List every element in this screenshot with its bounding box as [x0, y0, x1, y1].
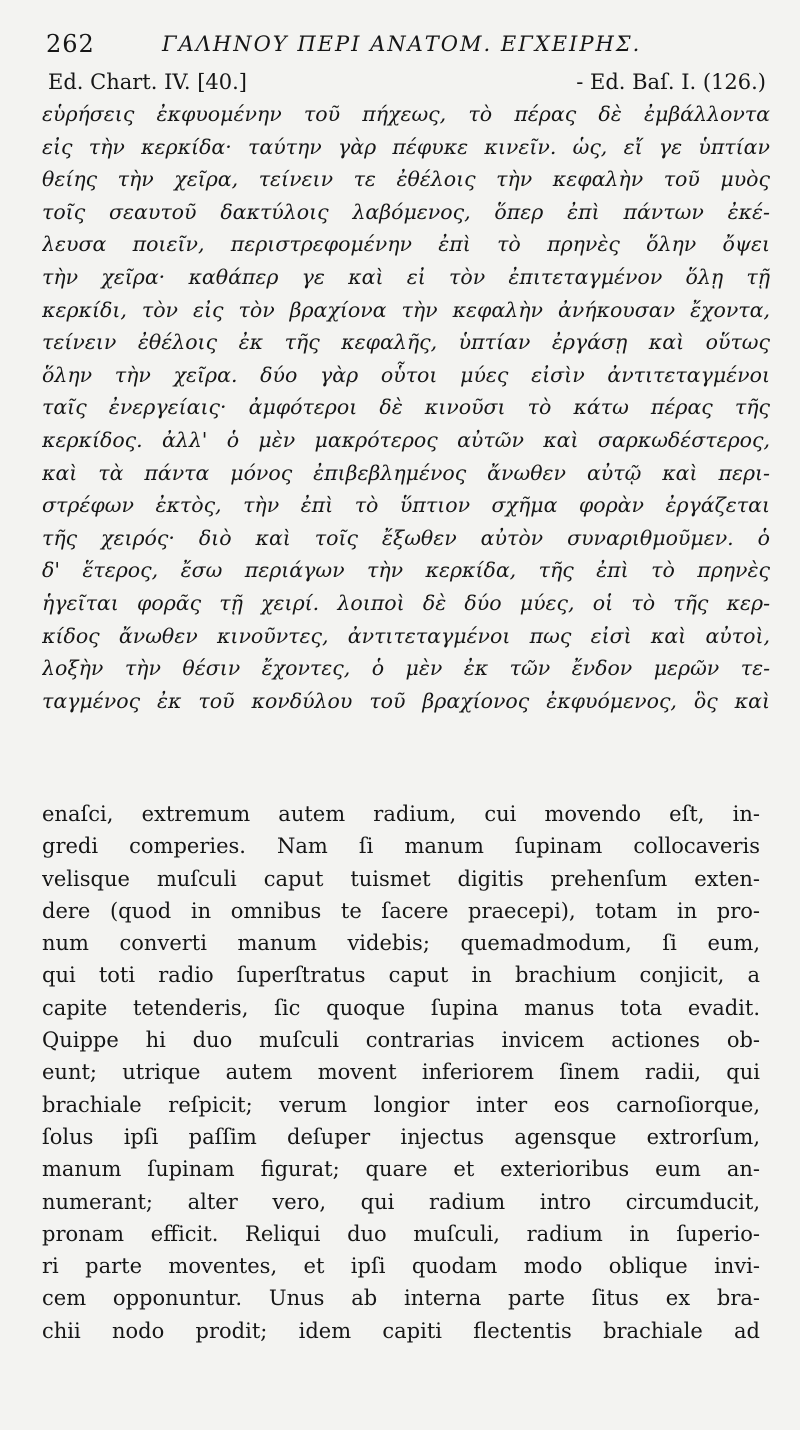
greek-text-line: κερκίδι, τὸν εἰς τὸν βραχίονα τὴν κεφαλὴν ἀνήκουσαν ἔχοντα, — [42, 297, 770, 322]
greek-text-line: τοῖς σεαυτοῦ δακτύλοις λαβόμενος, ὅπερ ἐπὶ πάντων ἐκέ- — [42, 199, 770, 224]
latin-text-line: num converti manum videbis; quemadmodum, ſi eum, — [42, 931, 760, 956]
greek-text-line: ταγμένος ἐκ τοῦ κονδύλου τοῦ βραχίονος ἐκφυόμενος, ὃς καὶ — [42, 688, 770, 713]
page-number: 262 — [46, 30, 95, 58]
greek-text-line: καὶ τὰ πάντα μόνος ἐπιβεβλημένος ἄνωθεν αὐτῷ καὶ περι- — [42, 460, 770, 485]
latin-text-line: enaſci, extremum autem radium, cui movendo eſt, in- — [42, 802, 760, 826]
latin-text-line: ri parte moventes, et ipſi quodam modo oblique invi- — [42, 1254, 760, 1279]
greek-text-line: κερκίδος. ἀλλ' ὁ μὲν μακρότερος αὐτῶν καὶ σαρκωδέστερος, — [42, 427, 770, 452]
greek-text-line: λοξὴν τὴν θέσιν ἔχοντες, ὁ μὲν ἐκ τῶν ἔνδον μερῶν τε- — [42, 656, 770, 681]
greek-text-line: ταῖς ἐνεργείαις· ἀμφότεροι δὲ κινοῦσι τὸ κάτω πέρας τῆς — [42, 395, 770, 420]
latin-text-block — [42, 798, 760, 1347]
greek-text-line: ὅλην τὴν χεῖρα. δύο γὰρ οὗτοι μύες εἰσὶν ἀντιτεταγμένοι — [42, 362, 770, 387]
latin-text-line: capite tetenderis, ſic quoque ſupina manus tota evadit. — [42, 995, 760, 1020]
latin-text-line: gredi comperies. Nam ſi manum ſupinam collocaveris — [42, 834, 760, 859]
page-header — [46, 28, 766, 62]
edition-reference-right: - Ed. Baſ. I. (126.) — [576, 70, 766, 94]
greek-text-line: εὑρήσεις ἐκφυομένην τοῦ πήχεως, τὸ πέρας δὲ ἐμβάλλοντα — [42, 102, 770, 126]
latin-text-line: Quippe hi duo muſculi contrarias invicem actiones ob- — [42, 1028, 760, 1053]
running-title: ΓΑΛΗΝΟΥ ΠΕΡΙ ΑΝΑΤΟΜ. ΕΓΧΕΙΡΗΣ. — [162, 32, 642, 56]
latin-text-line: chii nodo prodit; idem capiti flectentis brachiale ad — [42, 1318, 760, 1343]
greek-text-block — [42, 98, 770, 717]
latin-text-line: velisque muſculi caput tuismet digitis prehenſum exten- — [42, 866, 760, 891]
greek-text-line: στρέφων ἐκτὸς, τὴν ἐπὶ τὸ ὕπτιον σχῆμα φορὰν ἐργάζεται — [42, 493, 770, 518]
latin-text-line: numerant; alter vero, qui radium intro circumducit, — [42, 1189, 760, 1214]
greek-text-line: θείης τὴν χεῖρα, τείνειν τε ἐθέλοις τὴν κεφαλὴν τοῦ μυὸς — [42, 167, 770, 192]
greek-text-line: λευσα ποιεῖν, περιστρεφομένην ἐπὶ τὸ πρηνὲς ὅλην ὄψει — [42, 232, 770, 257]
edition-reference-left: Ed. Chart. IV. [40.] — [48, 70, 247, 94]
latin-text-line: qui toti radio ſuperſtratus caput in brachium conjicit, a — [42, 963, 760, 988]
greek-text-line: εἰς τὴν κερκίδα· ταύτην γὰρ πέφυκε κινεῖν. ὡς, εἴ γε ὑπτίαν — [42, 134, 770, 159]
latin-text-line: dere (quod in omnibus te ſacere praecepi), totam in pro- — [42, 898, 760, 923]
greek-text-line: τῆς χειρός· διὸ καὶ τοῖς ἔξωθεν αὐτὸν συναριθμοῦμεν. ὁ — [42, 525, 770, 550]
greek-text-line: δ' ἕτερος, ἔσω περιάγων τὴν κερκίδα, τῆς ἐπὶ τὸ πρηνὲς — [42, 558, 770, 583]
latin-text-line: pronam efficit. Reliqui duo muſculi, radium in ſuperio- — [42, 1221, 760, 1246]
latin-text-line: cem opponuntur. Unus ab interna parte ſitus ex bra- — [42, 1286, 760, 1311]
edition-reference-line — [48, 68, 766, 96]
latin-text-line: manum ſupinam figurat; quare et exterioribus eum an- — [42, 1157, 760, 1182]
latin-text-line: eunt; utrique autem movent inferiorem ſinem radii, qui — [42, 1060, 760, 1085]
greek-text-line: ἡγεῖται φορᾶς τῇ χειρί. λοιποὶ δὲ δύο μύες, οἱ τὸ τῆς κερ- — [42, 590, 770, 615]
latin-text-line: brachiale reſpicit; verum longior inter eos carnoſiorque, — [42, 1092, 760, 1117]
greek-text-line: κίδος ἄνωθεν κινοῦντες, ἀντιτεταγμένοι πως εἰσὶ καὶ αὐτοὶ, — [42, 623, 770, 648]
latin-text-line: ſolus ipſi paſſim deſuper injectus agensque extrorſum, — [42, 1124, 760, 1149]
greek-text-line: τείνειν ἐθέλοις ἐκ τῆς κεφαλῆς, ὑπτίαν ἐργάσῃ καὶ οὕτως — [42, 330, 770, 355]
greek-text-line: τὴν χεῖρα· καθάπερ γε καὶ εἰ τὸν ἐπιτεταγμένον ὅλῃ τῇ — [42, 264, 770, 289]
